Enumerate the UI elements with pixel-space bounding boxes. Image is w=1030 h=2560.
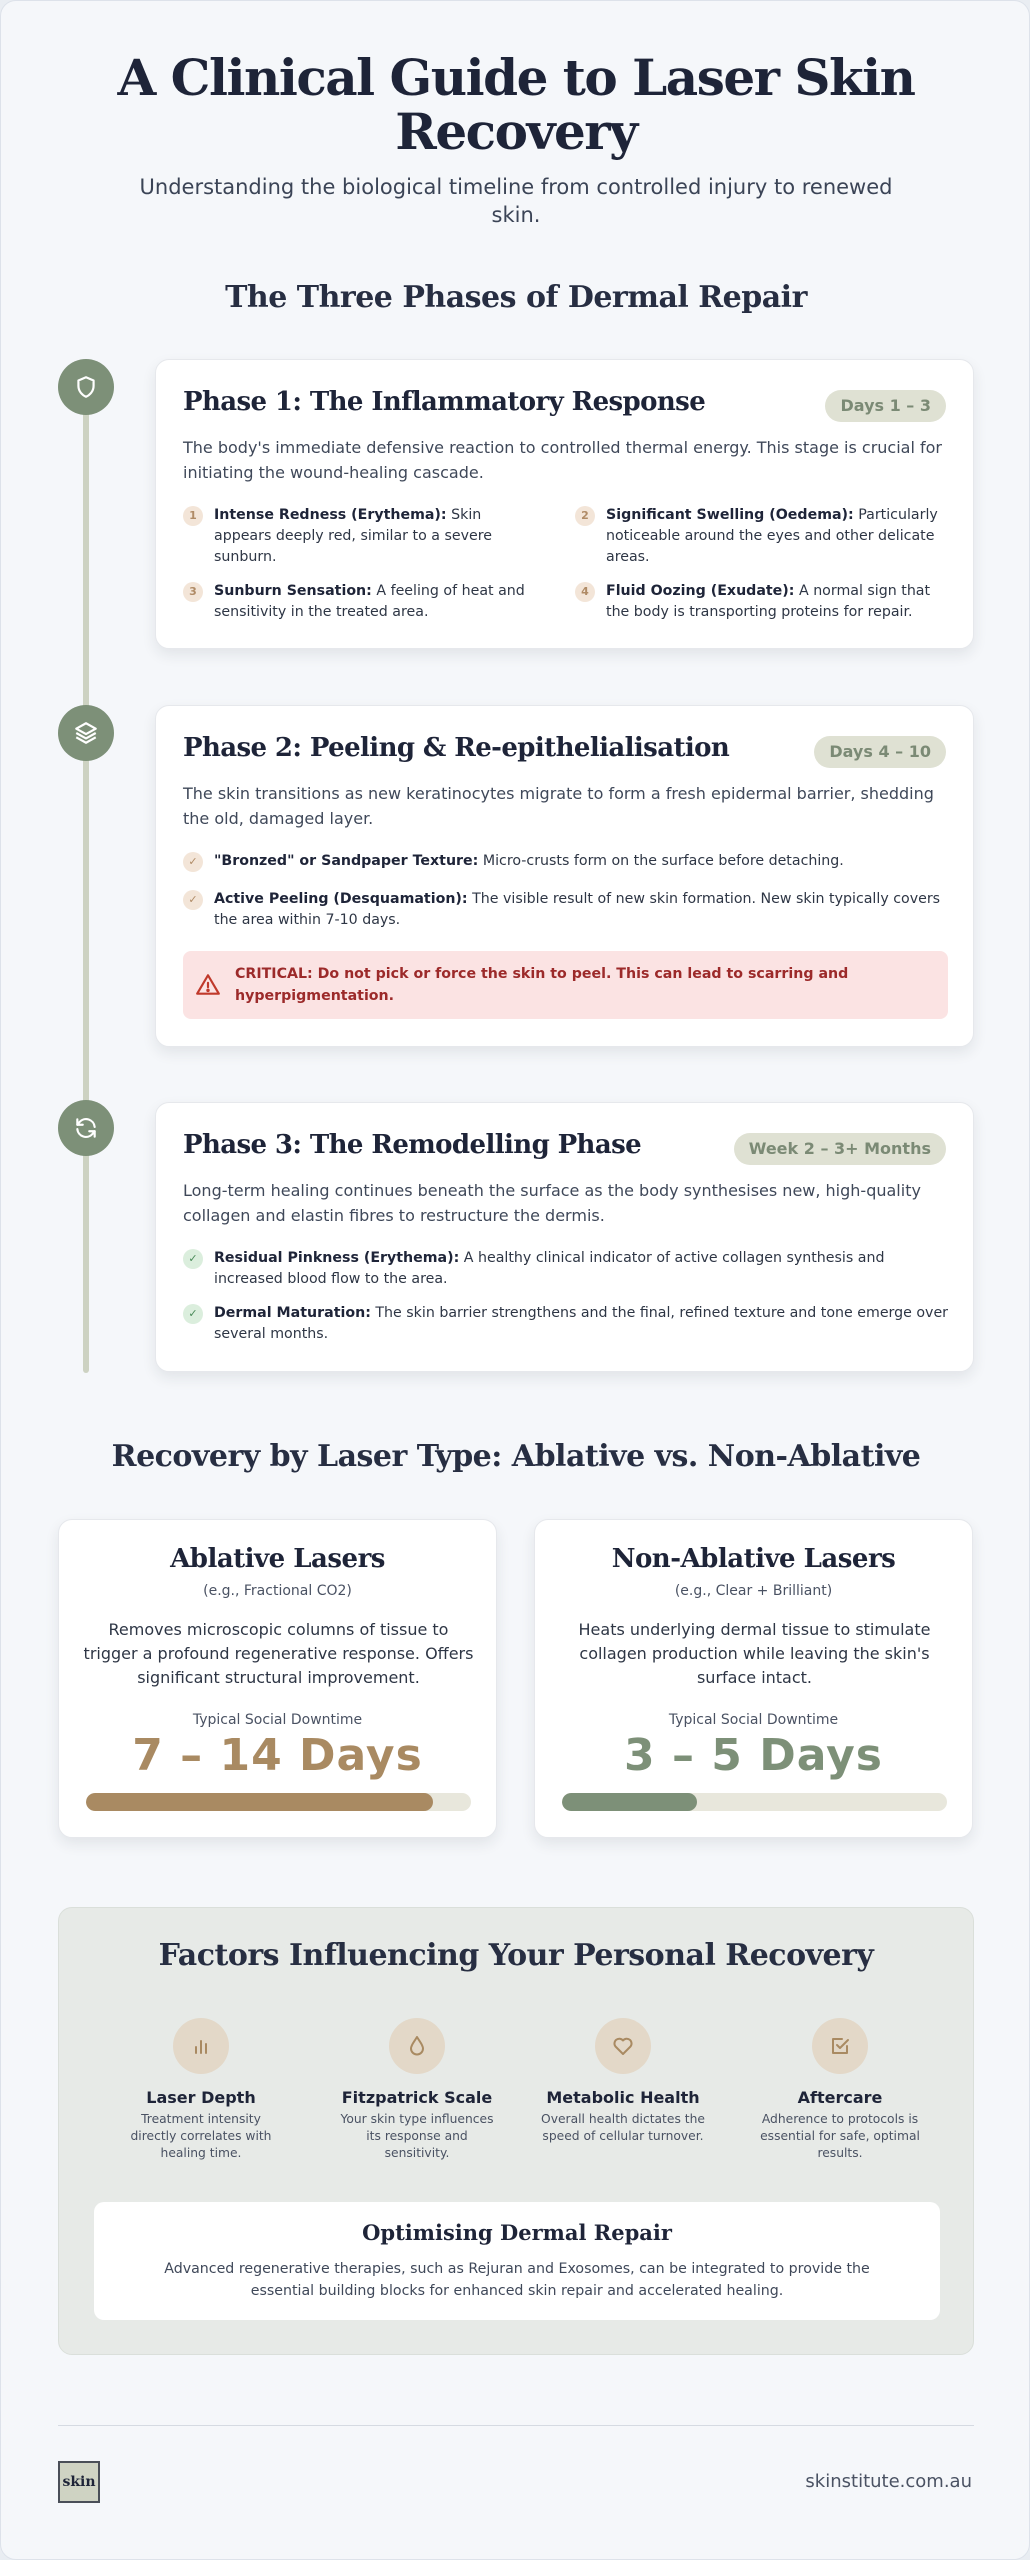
item-number: 3 bbox=[183, 582, 203, 602]
page-title: A Clinical Guide to Laser Skin Recovery bbox=[117, 48, 915, 161]
laser-card-description: Removes microscopic columns of tissue to trigger a profound regenerative response. Offers significant structural improvement. bbox=[83, 1620, 474, 1687]
factors-title: Factors Influencing Your Personal Recovery bbox=[158, 1938, 874, 1973]
item-text: A normal sign that the body is transporting proteins for repair. bbox=[606, 583, 931, 620]
check-icon: ✓ bbox=[183, 852, 203, 872]
phase-card-2 bbox=[155, 705, 974, 1047]
item-number: 2 bbox=[575, 506, 595, 526]
downtime-label: Typical Social Downtime bbox=[668, 1712, 839, 1728]
droplet-icon bbox=[389, 2018, 445, 2074]
downtime-bar bbox=[562, 1793, 947, 1811]
page-subtitle: Understanding the biological timeline from controlled injury to renewed skin. bbox=[139, 175, 893, 227]
phases-section-title: The Three Phases of Dermal Repair bbox=[225, 280, 807, 315]
shield-icon bbox=[58, 359, 114, 415]
factor-description: Overall health dictates the speed of cellular turnover. bbox=[541, 2112, 705, 2143]
item-term: Sunburn Sensation: bbox=[214, 583, 372, 599]
phase-badge: Days 1 – 3 bbox=[825, 390, 946, 422]
phase-badge: Days 4 – 10 bbox=[814, 736, 946, 768]
item-text: A feeling of heat and sensitivity in the treated area. bbox=[214, 583, 525, 620]
factor-name: Fitzpatrick Scale bbox=[341, 2088, 493, 2107]
item-number: 1 bbox=[183, 506, 203, 526]
layers-icon bbox=[58, 705, 114, 761]
phase-item bbox=[183, 889, 953, 931]
downtime-bar bbox=[86, 1793, 471, 1811]
footer-divider bbox=[58, 2425, 974, 2426]
phase-item bbox=[575, 581, 951, 623]
downtime-bar-fill bbox=[562, 1793, 697, 1811]
downtime-value: 3 – 5 Days bbox=[624, 1730, 883, 1781]
laser-card-title: Non-Ablative Lasers bbox=[611, 1544, 896, 1574]
item-text: Micro-crusts form on the surface before detaching. bbox=[478, 853, 844, 869]
phase-title: Phase 1: The Inflammatory Response bbox=[183, 387, 706, 417]
factors-panel bbox=[58, 1907, 974, 2355]
item-term: Fluid Oozing (Exudate): bbox=[606, 583, 795, 599]
laser-card-title: Ablative Lasers bbox=[170, 1544, 385, 1574]
check-icon: ✓ bbox=[183, 1304, 203, 1324]
refresh-icon bbox=[58, 1100, 114, 1156]
website-link[interactable]: skinstitute.com.au bbox=[805, 2471, 972, 2492]
item-text: A healthy clinical indicator of active collagen synthesis and increased blood flow to the area. bbox=[214, 1250, 885, 1287]
phase-item bbox=[183, 1248, 953, 1290]
factor-fitzpatrick-scale bbox=[317, 2018, 517, 2162]
factor-description: Your skin type influences its response and sensitivity. bbox=[340, 2112, 494, 2160]
phase-description: Long-term healing continues beneath the surface as the body synthesises new, high-quality collagen and elastin fibres to restructure the dermis. bbox=[183, 1181, 921, 1225]
item-number: 4 bbox=[575, 582, 595, 602]
item-text: The visible result of new skin formation. New skin typically covers the area within 7-10 days. bbox=[214, 891, 941, 928]
phase-card-1 bbox=[155, 359, 974, 649]
downtime-value: 7 – 14 Days bbox=[132, 1730, 423, 1781]
factor-metabolic-health bbox=[523, 2018, 723, 2145]
callout-title: Optimising Dermal Repair bbox=[362, 2220, 672, 2245]
bar-chart-icon bbox=[173, 2018, 229, 2074]
laser-card-description: Heats underlying dermal tissue to stimulate collagen production while leaving the skin's surface intact. bbox=[578, 1620, 931, 1687]
laser-card-non-ablative bbox=[534, 1519, 973, 1838]
warning-icon bbox=[195, 972, 221, 998]
phase-item bbox=[183, 1303, 953, 1345]
factor-description: Treatment intensity directly correlates with healing time. bbox=[130, 2112, 272, 2160]
item-term: Residual Pinkness (Erythema): bbox=[214, 1250, 460, 1266]
phase-title: Phase 2: Peeling & Re-epithelialisation bbox=[183, 733, 730, 763]
check-icon: ✓ bbox=[183, 890, 203, 910]
factor-name: Metabolic Health bbox=[546, 2088, 700, 2107]
item-term: Intense Redness (Erythema): bbox=[214, 507, 447, 523]
item-term: Significant Swelling (Oedema): bbox=[606, 507, 854, 523]
phase-description: The skin transitions as new keratinocytes migrate to form a fresh epidermal barrier, shedding the old, damaged layer. bbox=[183, 784, 934, 828]
timeline-line bbox=[83, 391, 89, 1373]
item-text: Particularly noticeable around the eyes and other delicate areas. bbox=[606, 507, 938, 565]
factor-laser-depth bbox=[101, 2018, 301, 2162]
laser-card-example: (e.g., Fractional CO2) bbox=[203, 1583, 352, 1599]
check-icon: ✓ bbox=[183, 1249, 203, 1269]
item-term: Active Peeling (Desquamation): bbox=[214, 891, 468, 907]
phase-item bbox=[183, 581, 543, 623]
heart-icon bbox=[595, 2018, 651, 2074]
downtime-bar-fill bbox=[86, 1793, 433, 1811]
item-text: Skin appears deeply red, similar to a severe sunburn. bbox=[214, 507, 492, 565]
factor-description: Adherence to protocols is essential for safe, optimal results. bbox=[760, 2112, 920, 2160]
downtime-label: Typical Social Downtime bbox=[192, 1712, 363, 1728]
factor-name: Aftercare bbox=[797, 2088, 883, 2107]
item-text: The skin barrier strengthens and the final, refined texture and tone emerge over several months. bbox=[214, 1305, 949, 1342]
phase-item bbox=[575, 505, 951, 568]
phase-item bbox=[183, 505, 543, 568]
laser-card-example: (e.g., Clear + Brilliant) bbox=[674, 1583, 833, 1599]
laser-section-title: Recovery by Laser Type: Ablative vs. Non-Ablative bbox=[111, 1439, 921, 1474]
phase-badge: Week 2 – 3+ Months bbox=[734, 1133, 946, 1165]
phase-card-3 bbox=[155, 1102, 974, 1372]
factor-aftercare bbox=[740, 2018, 940, 2162]
brand-logo: skin bbox=[58, 2461, 100, 2503]
warning-text: CRITICAL: Do not pick or force the skin to peel. This can lead to scarring and hyperpigmentation. bbox=[235, 966, 849, 1004]
item-term: "Bronzed" or Sandpaper Texture: bbox=[214, 853, 479, 869]
factor-name: Laser Depth bbox=[146, 2088, 256, 2107]
checkbox-icon bbox=[812, 2018, 868, 2074]
callout-description: Advanced regenerative therapies, such as Rejuran and Exosomes, can be integrated to provide the essential building blocks for enhanced skin repair and accelerated healing. bbox=[164, 2261, 870, 2299]
phase-description: The body's immediate defensive reaction to controlled thermal energy. This stage is crucial for initiating the wound-healing cascade. bbox=[183, 438, 943, 482]
item-term: Dermal Maturation: bbox=[214, 1305, 371, 1321]
warning-callout bbox=[183, 951, 948, 1019]
optimising-callout bbox=[94, 2202, 940, 2320]
phase-title: Phase 3: The Remodelling Phase bbox=[183, 1130, 642, 1160]
phase-item bbox=[183, 851, 953, 872]
laser-card-ablative bbox=[58, 1519, 497, 1838]
